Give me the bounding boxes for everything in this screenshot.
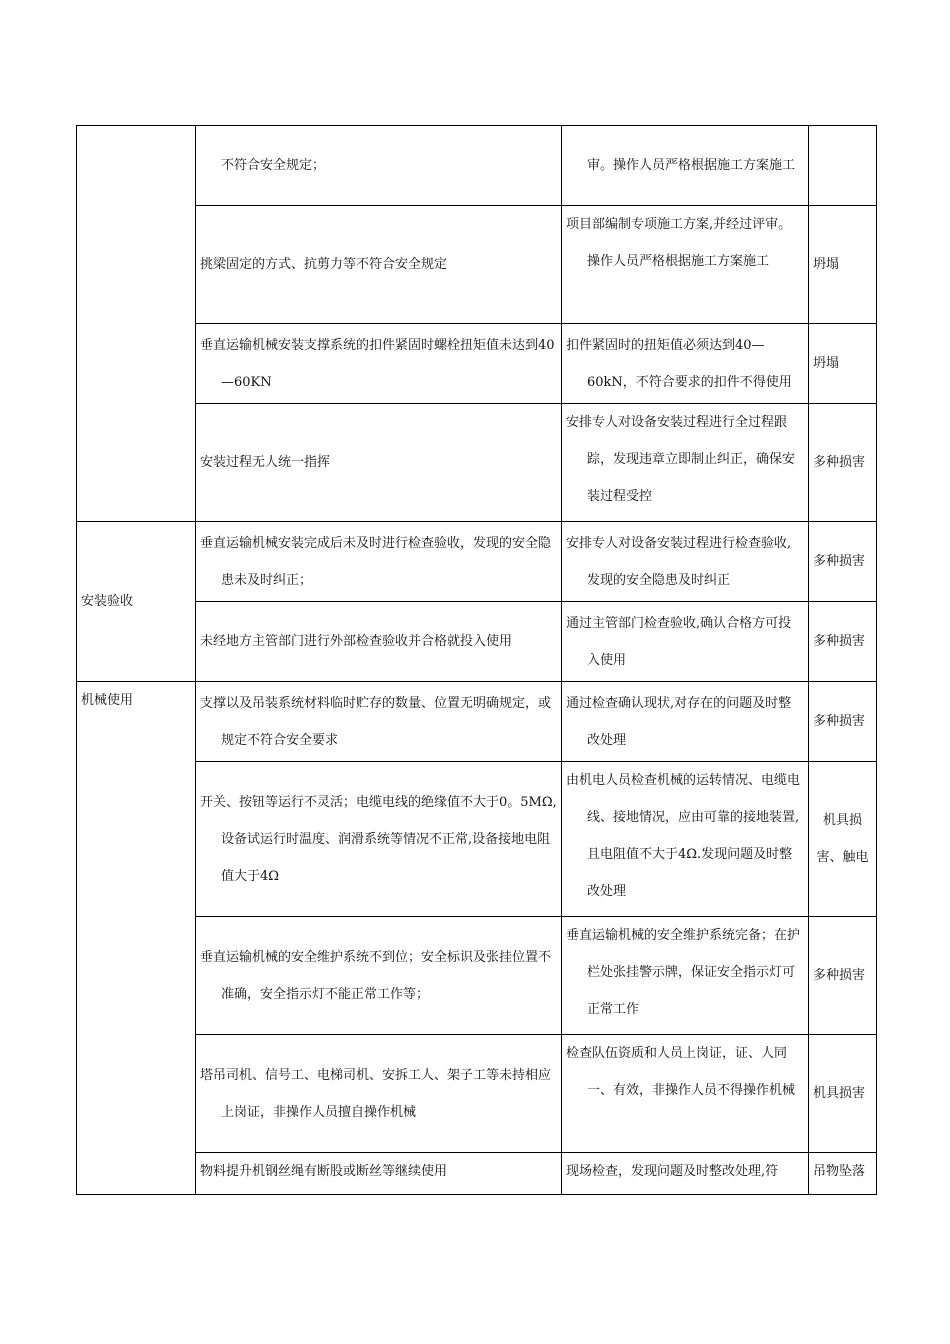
- measure-cell: 垂直运输机械的安全维护系统完备；在护栏处张挂警示牌，保证安全指示灯可正常工作: [562, 917, 809, 1035]
- hazard-cell: 不符合安全规定；: [196, 126, 562, 206]
- risk-table: [76, 125, 877, 1195]
- table-row: [77, 404, 877, 522]
- measure-cell: 由机电人员检查机械的运转情况、电缆电线、接地情况，应由可靠的接地装置,且电阻值不大于4Ω.发现问题及时整改处理: [562, 762, 809, 917]
- hazard-cell: 垂直运输机械的安全维护系统不到位；安全标识及张挂位置不准确，安全指示灯不能正常工作等；: [196, 917, 562, 1035]
- phase-cell: 机械使用: [77, 682, 196, 1195]
- measure-cell: 通过主管部门检查验收,确认合格方可投入使用: [562, 602, 809, 682]
- consequence-cell: 多种损害: [809, 404, 877, 522]
- table-row: [77, 682, 877, 762]
- consequence-cell: 机具损害: [809, 1035, 877, 1153]
- consequence-cell: 多种损害: [809, 602, 877, 682]
- consequence-cell: 多种损害: [809, 917, 877, 1035]
- table-row: [77, 522, 877, 602]
- hazard-cell: 垂直运输机械安装支撑系统的扣件紧固时螺栓扭矩值未达到40—60KN: [196, 324, 562, 404]
- hazard-cell: 支撑以及吊装系统材料临时贮存的数量、位置无明确规定，或规定不符合安全要求: [196, 682, 562, 762]
- consequence-cell: 多种损害: [809, 682, 877, 762]
- table-row: [77, 126, 877, 206]
- table-row: [77, 206, 877, 324]
- phase-cell: 安装验收: [77, 522, 196, 682]
- hazard-cell: 垂直运输机械安装完成后未及时进行检查验收，发现的安全隐患未及时纠正；: [196, 522, 562, 602]
- measure-cell: 安排专人对设备安装过程进行全过程跟踪，发现违章立即制止纠正，确保安装过程受控: [562, 404, 809, 522]
- consequence-cell: 吊物坠落: [809, 1153, 877, 1195]
- table-row: [77, 324, 877, 404]
- consequence-cell: 机具损害、触电: [809, 762, 877, 917]
- phase-cell: [77, 126, 196, 522]
- hazard-cell: 挑梁固定的方式、抗剪力等不符合安全规定: [196, 206, 562, 324]
- table-row: [77, 917, 877, 1035]
- table-row: [77, 602, 877, 682]
- hazard-cell: 未经地方主管部门进行外部检查验收并合格就投入使用: [196, 602, 562, 682]
- table-row: [77, 1035, 877, 1153]
- measure-cell: 现场检查，发现问题及时整改处理,符: [562, 1153, 809, 1195]
- measure-cell: 项目部编制专项施工方案,并经过评审。操作人员严格根据施工方案施工: [562, 206, 809, 324]
- hazard-cell: 塔吊司机、信号工、电梯司机、安拆工人、架子工等未持相应上岗证，非操作人员擅自操作机械: [196, 1035, 562, 1153]
- hazard-cell: 安装过程无人统一指挥: [196, 404, 562, 522]
- measure-cell: 扣件紧固时的扭矩值必须达到40—60kN，不符合要求的扣件不得使用: [562, 324, 809, 404]
- hazard-cell: 物料提升机钢丝绳有断股或断丝等继续使用: [196, 1153, 562, 1195]
- measure-cell: 安排专人对设备安装过程进行检查验收,发现的安全隐患及时纠正: [562, 522, 809, 602]
- consequence-cell: [809, 126, 877, 206]
- consequence-cell: 坍塌: [809, 324, 877, 404]
- measure-cell: 通过检查确认现状,对存在的问题及时整改处理: [562, 682, 809, 762]
- consequence-cell: 多种损害: [809, 522, 877, 602]
- table-row: [77, 762, 877, 917]
- consequence-cell: 坍塌: [809, 206, 877, 324]
- measure-cell: 检查队伍资质和人员上岗证，证、人同一、有效，非操作人员不得操作机械: [562, 1035, 809, 1153]
- measure-cell: 审。操作人员严格根据施工方案施工: [562, 126, 809, 206]
- table-row: [77, 1153, 877, 1195]
- hazard-cell: 开关、按钮等运行不灵活；电缆电线的绝缘值不大于0。5MΩ,设备试运行时温度、润滑系统等情况不正常,设备接地电阻值大于4Ω: [196, 762, 562, 917]
